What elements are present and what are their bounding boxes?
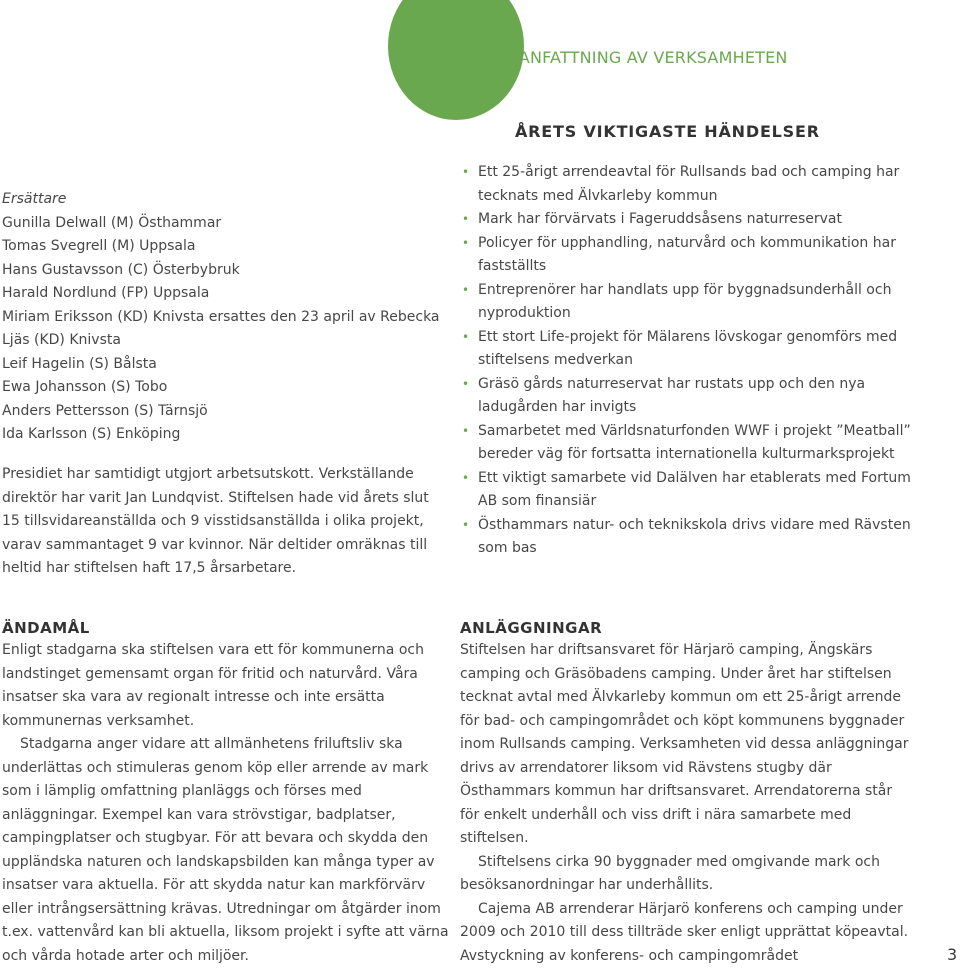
bullet-icon: •	[462, 165, 470, 179]
purpose-paragraph: Enligt stadgarna ska stiftelsen vara ett för kommunerna och landstinget gemensamt organ för fritid och naturvård. Våra insatser ska vara av regionalt intresse och inte ersätta kommunernas verksamhet.	[2, 642, 424, 729]
substitutes-label: Ersättare	[2, 191, 67, 207]
list-item: Miriam Eriksson (KD) Knivsta ersattes den 23 april av Rebecka Ljäs (KD) Knivsta	[2, 308, 440, 348]
list-item: Anders Pettersson (S) Tärnsjö	[2, 402, 208, 419]
purpose-paragraph: Stadgarna anger vidare att allmänhetens friluftsliv ska underlättas och stimuleras genom köp eller arrende av mark som i lämplig omfattning planläggs och förses med anläggningar. Exempel kan vara strövstigar, badplatser, campingplatser och stugbyar. För att bevara och skydda den uppländska naturen och landskapsbilden kan många typer av insatser vara aktuella. För att skydda natur kan markförvärv eller intrångsersättning krävas. Utredningar om åtgärder inom t.ex. vattenvård kan bli aktuella, liksom projekt i syfte att värna och vårda hotade arter och miljöer.	[2, 736, 449, 964]
events-list	[460, 161, 930, 561]
page-number: 3	[947, 945, 958, 964]
bullet-icon: •	[462, 517, 470, 532]
staff-paragraph: Presidiet har samtidigt utgjort arbetsutskott. Verkställande direktör har varit Jan Lundqvist. Stiftelsen hade vid årets slut 15 tillsvidareanställda och 9 visstidsanställda i olika projekt, varav sammantaget 9 var kvinnor. När deltider omräknas till heltid har stiftelsen haft 17,5 årsarbetare.	[2, 466, 429, 576]
list-item: Hans Gustavsson (C) Österbybruk	[2, 261, 240, 278]
list-item: Harald Nordlund (FP) Uppsala	[2, 285, 210, 301]
bullet-icon: •	[462, 282, 470, 297]
facilities-heading: ANLÄGGNINGAR	[460, 619, 603, 637]
events-heading: ÅRETS VIKTIGASTE HÄNDELSER	[515, 122, 820, 141]
bullet-icon: •	[462, 329, 470, 344]
list-item: • Samarbetet med Världsnaturfonden WWF i projekt ”Meatball” bereder väg för fortsatta internationella kulturmarksprojekt	[460, 420, 930, 467]
list-item: • Ett 25-årigt arrendeavtal för Rullsands bad och camping har tecknats med Älvkarleby kommun	[460, 161, 930, 208]
purpose-heading: ÄNDAMÅL	[2, 619, 90, 637]
bullet-icon: •	[462, 423, 470, 438]
list-item: Tomas Svegrell (M) Uppsala	[2, 238, 196, 254]
list-item: • Entreprenörer har handlats upp för byggnadsunderhåll och nyproduktion	[460, 279, 930, 326]
list-item: Ewa Johansson (S) Tobo	[2, 379, 168, 395]
facilities-paragraph: Stiftelsens cirka 90 byggnader med omgivande mark och besöksanordningar har underhållits.	[460, 853, 880, 893]
bullet-icon: •	[462, 470, 470, 485]
list-item: • Östhammars natur- och teknikskola drivs vidare med Rävsten som bas	[460, 514, 930, 561]
substitutes-list	[2, 188, 442, 447]
list-item: Leif Hagelin (S) Bålsta	[2, 355, 157, 372]
list-item: • Ett stort Life-projekt för Mälarens lövskogar genomförs med stiftelsens medverkan	[460, 326, 930, 373]
list-item: Ida Karlsson (S) Enköping	[2, 426, 181, 442]
page-header-title: SAMMANFATTNING AV VERKSAMHETEN	[469, 48, 788, 67]
list-item: • Ett viktigt samarbete vid Dalälven har etablerats med Fortum AB som finansiär	[460, 467, 930, 514]
bullet-icon: •	[462, 376, 470, 391]
list-item: • Mark har förvärvats i Fageruddsåsens naturreservat	[460, 208, 930, 232]
facilities-section	[460, 617, 910, 968]
facilities-paragraph: Cajema AB arrenderar Härjarö konferens och camping under 2009 och 2010 till dess tillträde sker enligt upprättat köpeavtal. Avstyckning av konferens- och campingområdet	[460, 900, 909, 964]
bullet-icon: •	[462, 212, 470, 226]
list-item: • Gräsö gårds naturreservat har rustats upp och den nya ladugården har invigts	[460, 373, 930, 420]
purpose-section	[2, 617, 452, 968]
list-item: Gunilla Delwall (M) Östhammar	[2, 214, 222, 231]
list-item: • Policyer för upphandling, naturvård och kommunikation har fastställts	[460, 232, 930, 279]
facilities-paragraph: Stiftelsen har driftsansvaret för Härjarö camping, Ängskärs camping och Gräsöbadens camping. Under året har stiftelsen tecknat avtal med Älvkarleby kommun om ett 25-årigt arrende för bad- och campingområdet och köpt kommunens byggnader inom Rullsands camping. Verksamheten vid dessa anläggningar drivs av arrendatorer liksom vid Rävstens stugby där Östhammars kommun har driftsansvaret. Arrendatorerna står för enkelt underhåll och viss drift i nära samarbete med stiftelsen.	[460, 642, 909, 846]
bullet-icon: •	[462, 235, 470, 250]
